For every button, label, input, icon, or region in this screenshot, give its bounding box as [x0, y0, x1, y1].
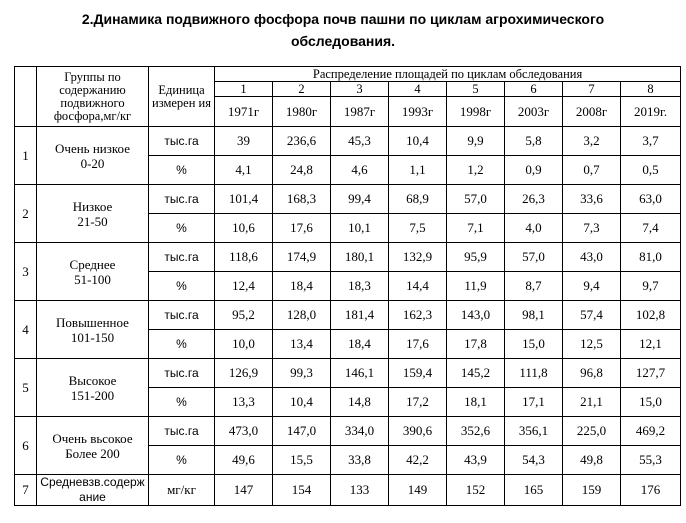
- value-cell: 469,2: [621, 417, 681, 446]
- value-cell: 17,8: [447, 330, 505, 359]
- table-row: [15, 243, 681, 272]
- value-cell: 152: [447, 475, 505, 506]
- value-cell: 24,8: [273, 156, 331, 185]
- value-cell: 133: [331, 475, 389, 506]
- value-cell: 10,4: [389, 127, 447, 156]
- group-number: 7: [15, 475, 37, 506]
- unit-cell: тыс.га: [149, 185, 215, 214]
- value-cell: 26,3: [505, 185, 563, 214]
- value-cell: 17,2: [389, 388, 447, 417]
- group-number: 2: [15, 185, 37, 243]
- value-cell: 356,1: [505, 417, 563, 446]
- value-cell: 49,6: [215, 446, 273, 475]
- value-cell: 473,0: [215, 417, 273, 446]
- value-cell: 174,9: [273, 243, 331, 272]
- value-cell: 181,4: [331, 301, 389, 330]
- cycle-year: 1971г: [215, 97, 273, 127]
- value-cell: 168,3: [273, 185, 331, 214]
- value-cell: 0,7: [563, 156, 621, 185]
- page-title: [0, 8, 686, 52]
- group-name: Низкое: [72, 198, 113, 214]
- value-cell: 17,1: [505, 388, 563, 417]
- value-cell: 8,7: [505, 272, 563, 301]
- unit-cell: тыс.га: [149, 359, 215, 388]
- value-cell: 1,1: [389, 156, 447, 185]
- value-cell: 12,5: [563, 330, 621, 359]
- value-cell: 176: [621, 475, 681, 506]
- value-cell: 21,1: [563, 388, 621, 417]
- value-cell: 0,9: [505, 156, 563, 185]
- cycle-year: 2003г: [505, 97, 563, 127]
- cycle-number: 5: [447, 82, 505, 97]
- value-cell: 4,0: [505, 214, 563, 243]
- value-cell: 10,1: [331, 214, 389, 243]
- table-row: [15, 359, 681, 388]
- group-range: 0-20: [80, 155, 105, 171]
- group-name-cell: [37, 417, 149, 475]
- value-cell: 98,1: [505, 301, 563, 330]
- cycle-year: 1987г: [331, 97, 389, 127]
- table-row: [15, 417, 681, 446]
- group-column-header: Группы по содержанию подвижного фосфора,мг/кг: [37, 67, 149, 127]
- value-cell: 18,4: [273, 272, 331, 301]
- group-number: 5: [15, 359, 37, 417]
- cycle-number: 4: [389, 82, 447, 97]
- unit-cell: тыс.га: [149, 417, 215, 446]
- group-name-cell: [37, 243, 149, 301]
- value-cell: 143,0: [447, 301, 505, 330]
- table-body: [15, 127, 681, 506]
- phosphorus-table: [14, 66, 681, 506]
- cycle-number: 1: [215, 82, 273, 97]
- value-cell: 95,2: [215, 301, 273, 330]
- value-cell: 101,4: [215, 185, 273, 214]
- value-cell: 159,4: [389, 359, 447, 388]
- value-cell: 165: [505, 475, 563, 506]
- unit-column-header: Единица измерен ия: [149, 67, 215, 127]
- unit-cell: %: [149, 388, 215, 417]
- value-cell: 9,7: [621, 272, 681, 301]
- group-number: 4: [15, 301, 37, 359]
- unit-cell: тыс.га: [149, 301, 215, 330]
- summary-row: [15, 475, 681, 506]
- value-cell: 225,0: [563, 417, 621, 446]
- table-row: [15, 185, 681, 214]
- group-name-cell: [37, 127, 149, 185]
- value-cell: 7,5: [389, 214, 447, 243]
- group-number: 6: [15, 417, 37, 475]
- value-cell: 5,8: [505, 127, 563, 156]
- value-cell: 18,3: [331, 272, 389, 301]
- value-cell: 126,9: [215, 359, 273, 388]
- value-cell: 12,1: [621, 330, 681, 359]
- value-cell: 63,0: [621, 185, 681, 214]
- cycle-year: 1980г: [273, 97, 331, 127]
- value-cell: 81,0: [621, 243, 681, 272]
- value-cell: 18,4: [331, 330, 389, 359]
- cycle-number: 3: [331, 82, 389, 97]
- group-name: Очень низкое: [55, 140, 130, 156]
- distribution-header: Распределение площадей по циклам обследования: [215, 67, 681, 82]
- value-cell: 147,0: [273, 417, 331, 446]
- group-name: Среднее: [69, 256, 116, 272]
- cycle-number: 6: [505, 82, 563, 97]
- value-cell: 17,6: [389, 330, 447, 359]
- value-cell: 1,2: [447, 156, 505, 185]
- summary-label: Средневзв.содерж ание: [37, 475, 149, 506]
- value-cell: 3,7: [621, 127, 681, 156]
- cycle-year: 2019г.: [621, 97, 681, 127]
- value-cell: 0,5: [621, 156, 681, 185]
- unit-cell: %: [149, 214, 215, 243]
- unit-cell: мг/кг: [149, 475, 215, 506]
- value-cell: 68,9: [389, 185, 447, 214]
- value-cell: 99,4: [331, 185, 389, 214]
- value-cell: 7,3: [563, 214, 621, 243]
- value-cell: 14,8: [331, 388, 389, 417]
- value-cell: 33,8: [331, 446, 389, 475]
- value-cell: 128,0: [273, 301, 331, 330]
- value-cell: 4,6: [331, 156, 389, 185]
- group-name: Очень вьсокое: [52, 430, 133, 446]
- cycle-year: 1993г: [389, 97, 447, 127]
- value-cell: 99,3: [273, 359, 331, 388]
- value-cell: 149: [389, 475, 447, 506]
- value-cell: 4,1: [215, 156, 273, 185]
- cycle-number: 8: [621, 82, 681, 97]
- value-cell: 146,1: [331, 359, 389, 388]
- value-cell: 10,0: [215, 330, 273, 359]
- value-cell: 18,1: [447, 388, 505, 417]
- value-cell: 180,1: [331, 243, 389, 272]
- value-cell: 39: [215, 127, 273, 156]
- value-cell: 33,6: [563, 185, 621, 214]
- table-row: [15, 127, 681, 156]
- value-cell: 57,0: [447, 185, 505, 214]
- group-name-cell: [37, 359, 149, 417]
- cycle-number: 2: [273, 82, 331, 97]
- value-cell: 13,3: [215, 388, 273, 417]
- value-cell: 57,4: [563, 301, 621, 330]
- group-range: Более 200: [65, 445, 120, 461]
- value-cell: 127,7: [621, 359, 681, 388]
- value-cell: 14,4: [389, 272, 447, 301]
- value-cell: 236,6: [273, 127, 331, 156]
- title-line-1: 2.Динамика подвижного фосфора почв пашни по циклам агрохимического: [81, 11, 605, 27]
- value-cell: 96,8: [563, 359, 621, 388]
- table-row: [15, 301, 681, 330]
- cycle-number: 7: [563, 82, 621, 97]
- value-cell: 15,0: [505, 330, 563, 359]
- value-cell: 159: [563, 475, 621, 506]
- value-cell: 43,0: [563, 243, 621, 272]
- value-cell: 132,9: [389, 243, 447, 272]
- group-number: 1: [15, 127, 37, 185]
- value-cell: 102,8: [621, 301, 681, 330]
- value-cell: 9,4: [563, 272, 621, 301]
- value-cell: 390,6: [389, 417, 447, 446]
- group-name-cell: [37, 185, 149, 243]
- value-cell: 145,2: [447, 359, 505, 388]
- value-cell: 54,3: [505, 446, 563, 475]
- value-cell: 43,9: [447, 446, 505, 475]
- unit-cell: тыс.га: [149, 127, 215, 156]
- unit-cell: %: [149, 272, 215, 301]
- value-cell: 147: [215, 475, 273, 506]
- group-range: 51-100: [74, 271, 111, 287]
- group-range: 21-50: [77, 213, 108, 229]
- value-cell: 7,1: [447, 214, 505, 243]
- unit-cell: тыс.га: [149, 243, 215, 272]
- unit-cell: %: [149, 446, 215, 475]
- value-cell: 42,2: [389, 446, 447, 475]
- group-range: 151-200: [70, 387, 115, 403]
- cycle-year: 2008г: [563, 97, 621, 127]
- value-cell: 95,9: [447, 243, 505, 272]
- value-cell: 45,3: [331, 127, 389, 156]
- unit-cell: %: [149, 330, 215, 359]
- value-cell: 9,9: [447, 127, 505, 156]
- value-cell: 17,6: [273, 214, 331, 243]
- value-cell: 15,5: [273, 446, 331, 475]
- group-range: 101-150: [70, 329, 115, 345]
- value-cell: 49,8: [563, 446, 621, 475]
- value-cell: 13,4: [273, 330, 331, 359]
- group-name: Высокое: [68, 372, 117, 388]
- value-cell: 111,8: [505, 359, 563, 388]
- value-cell: 15,0: [621, 388, 681, 417]
- title-line-2: обследования.: [290, 33, 396, 49]
- value-cell: 154: [273, 475, 331, 506]
- cycle-year: 1998г: [447, 97, 505, 127]
- value-cell: 162,3: [389, 301, 447, 330]
- value-cell: 55,3: [621, 446, 681, 475]
- value-cell: 3,2: [563, 127, 621, 156]
- value-cell: 11,9: [447, 272, 505, 301]
- value-cell: 57,0: [505, 243, 563, 272]
- value-cell: 10,6: [215, 214, 273, 243]
- row-number-header: [15, 67, 37, 127]
- value-cell: 7,4: [621, 214, 681, 243]
- value-cell: 118,6: [215, 243, 273, 272]
- value-cell: 352,6: [447, 417, 505, 446]
- value-cell: 10,4: [273, 388, 331, 417]
- group-number: 3: [15, 243, 37, 301]
- value-cell: 12,4: [215, 272, 273, 301]
- unit-cell: %: [149, 156, 215, 185]
- group-name: Повышенное: [56, 314, 129, 330]
- group-name-cell: [37, 301, 149, 359]
- value-cell: 334,0: [331, 417, 389, 446]
